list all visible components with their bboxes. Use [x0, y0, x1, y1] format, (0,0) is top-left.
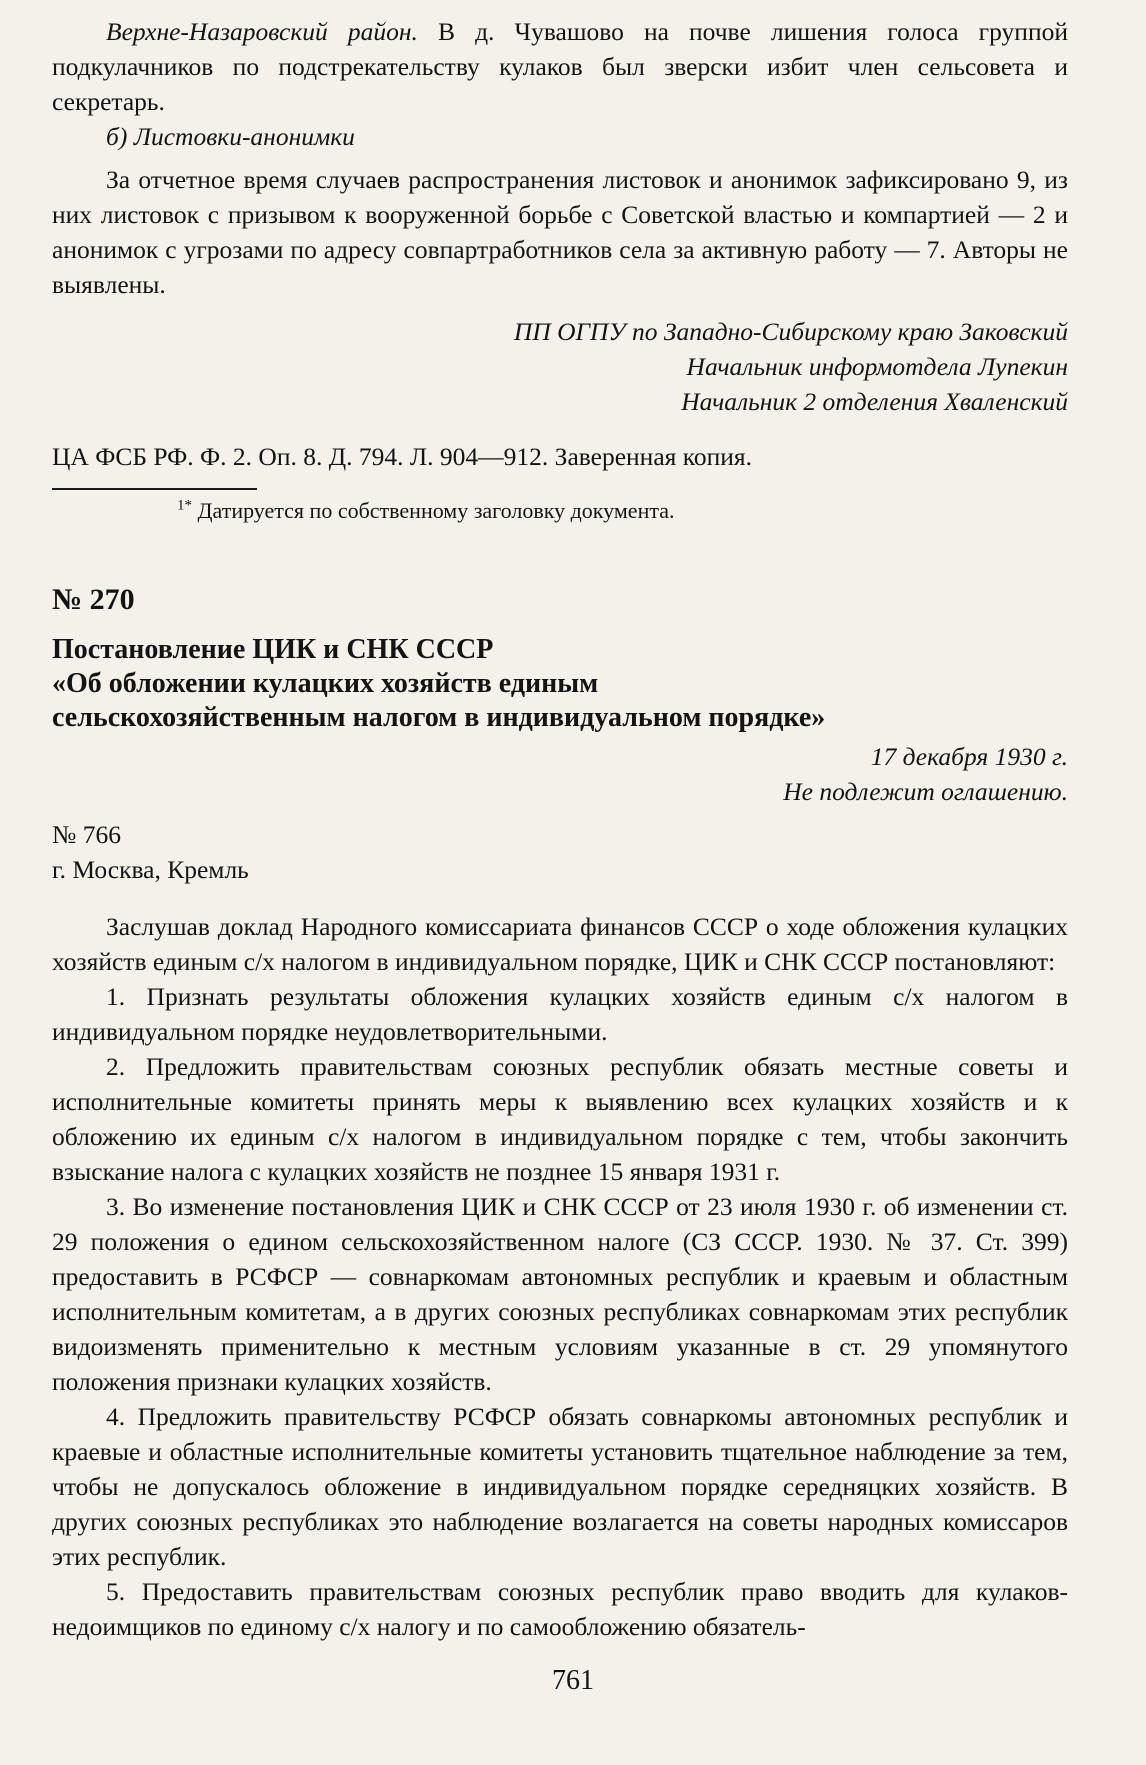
registration-number: № 766: [52, 820, 121, 849]
place: г. Москва, Кремль: [52, 855, 249, 884]
resolution-item-3: 3. Во изменение постановления ЦИК и СНК СССР от 23 июля 1930 г. об изменении ст. 29 положения о едином сельскохозяйственном налоге (СЗ СССР. 1930. № 37. Ст. 399) предоставить в РСФСР — совнаркомам автономных республик и краевым и областным исполнительным комитетам, а в других союзных республиках совнаркомам этих республик видоизменять применительно к местным условиям указанные в ст. 29 упомянутого положения признаки кулацких хозяйств.: [52, 1192, 1068, 1396]
signature-org: ПП ОГПУ по Западно-Сибирскому краю Заковский: [513, 317, 1068, 346]
subheading-leaflets: б) Листовки-анонимки: [106, 122, 355, 151]
title-line-3: сельскохозяйственным налогом в индивидуальном порядке»: [52, 702, 826, 733]
signature-block: [52, 314, 1068, 419]
footnote-divider: [52, 488, 257, 490]
resolution-item-4: 4. Предложить правительству РСФСР обязать совнаркомы автономных республик и краевые и областные исполнительные комитеты установить тщательное наблюдение за тем, чтобы не допускалось обложение в индивидуальном порядке середняцких хозяйств. В других союзных республиках это наблюдение возлагается на советы народных комиссаров этих республик.: [52, 1402, 1068, 1571]
district-paragraph: [52, 14, 1068, 119]
footnote: [52, 496, 1068, 526]
resolution-item-5: 5. Предоставить правительствам союзных республик право вводить для кулаков-недоимщиков по единому с/х налогу и по самообложению обязатель-: [52, 1577, 1068, 1641]
document-number: № 270: [52, 583, 135, 616]
title-line-2: «Об обложении кулацких хозяйств единым: [52, 668, 599, 699]
district-text: В д. Чувашово на почве лишения голоса группой подкулачников по подстрекательству кулаков был зверски избит член сельсовета и секретарь.: [52, 17, 1068, 116]
signature-line-2: Начальник информотдела Лупекин: [686, 352, 1068, 381]
page-number: 761: [552, 1665, 594, 1696]
district-name: Верхне-Назаровский район.: [106, 17, 418, 46]
footnote-text: Датируется по собственному заголовку документа.: [197, 498, 675, 523]
leaflets-paragraph: За отчетное время случаев распространения листовок и анонимок зафиксировано 9, из них листовок с призывом к вооруженной борьбе с Советской властью и компартией — 2 и анонимок с угрозами по адресу совпартработников села за активную работу — 7. Авторы не выявлены.: [52, 165, 1068, 299]
restriction-note: Не подлежит оглашению.: [783, 777, 1068, 806]
signature-line-3: Начальник 2 отделения Хваленский: [681, 387, 1068, 416]
document-page: [52, 14, 1068, 1644]
footnote-mark: 1*: [177, 497, 192, 514]
title-line-1: Постановление ЦИК и СНК СССР: [52, 634, 494, 665]
resolution-item-1: 1. Признать результаты обложения кулацких хозяйств единым с/х налогом в индивидуальном порядке неудовлетворительными.: [52, 982, 1068, 1046]
archive-source: ЦА ФСБ РФ. Ф. 2. Оп. 8. Д. 794. Л. 904—912. Заверенная копия.: [52, 442, 752, 471]
resolution-item-2: 2. Предложить правительствам союзных республик обязать местные советы и исполнительные комитеты принять меры к выявлению всех кулацких хозяйств и к обложению их единым с/х налогом в индивидуальном порядке с тем, чтобы закончить взыскание налога с кулацких хозяйств не позднее 15 января 1931 г.: [52, 1052, 1068, 1186]
document-title: [52, 633, 1068, 735]
document-date: 17 декабря 1930 г.: [870, 742, 1068, 771]
preamble: Заслушав доклад Народного комиссариата финансов СССР о ходе обложения кулацких хозяйств единым с/х налогом в индивидуальном порядке, ЦИК и СНК СССР постановляют:: [52, 912, 1068, 976]
